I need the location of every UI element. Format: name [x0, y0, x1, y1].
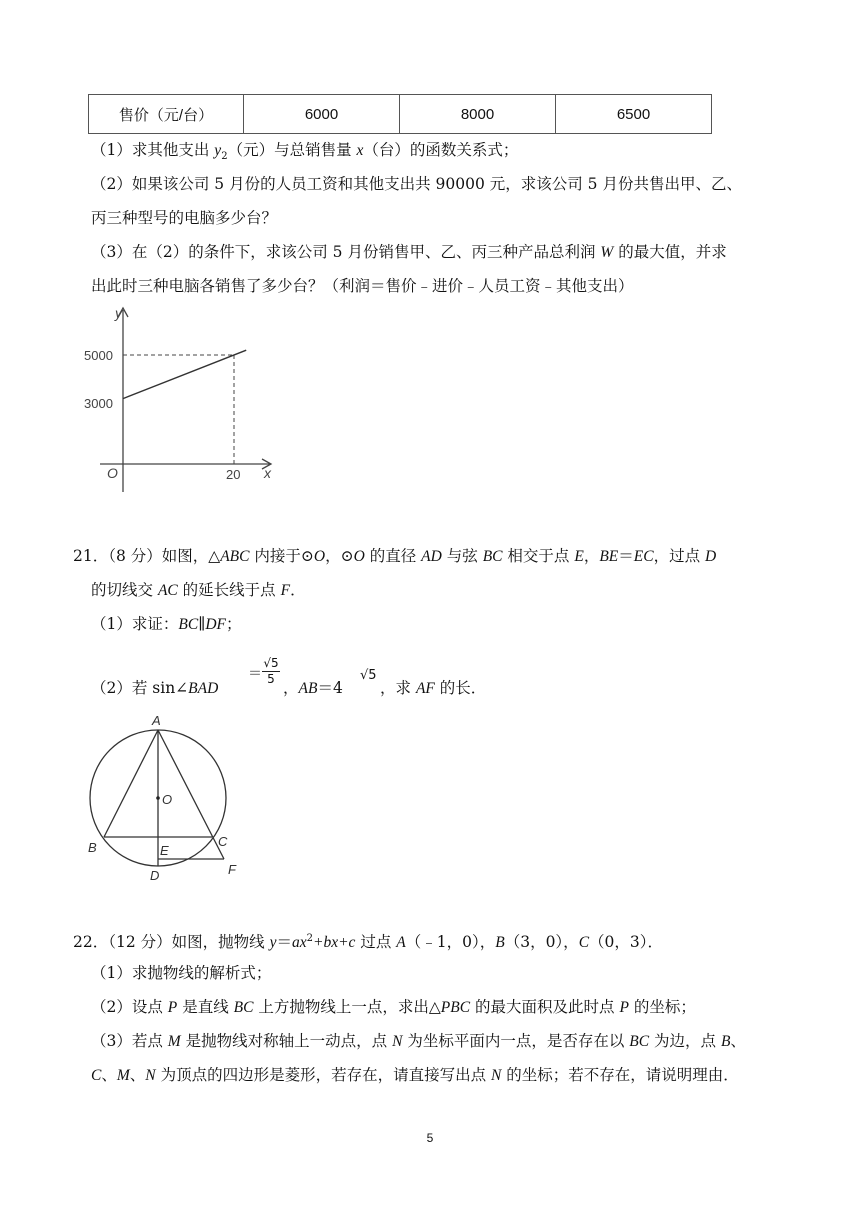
math-var: D: [705, 548, 717, 565]
text: （1）求证：: [91, 615, 179, 633]
segment-ab: [104, 730, 158, 837]
fraction-sqrt5-over-5: [260, 656, 282, 686]
subscript: 2: [221, 151, 228, 163]
math-var: BAD: [188, 680, 219, 697]
text: 的最大值，并求: [613, 243, 727, 261]
math-var: ABC: [220, 548, 250, 565]
q20-part2-line1: （2）如果该公司 5 月份的人员工资和其他支出共 90000 元，求该公司 5 月份共售出甲、乙、: [91, 175, 742, 193]
text: 的坐标；若不存在，请说明理由．: [501, 1066, 739, 1084]
q22-part1: （1）求抛物线的解析式；: [91, 964, 272, 982]
q20-part2-line2: 丙三种型号的电脑多少台？: [91, 209, 278, 227]
math-var: ax: [291, 934, 307, 952]
text: （1）求其他支出: [91, 141, 215, 159]
text: （2）若 sin∠: [91, 679, 189, 697]
price-table: [88, 94, 712, 134]
sqrt5: √5: [360, 668, 377, 683]
text: ，过点: [653, 547, 706, 565]
q21-line2: [91, 580, 306, 601]
text: 的长．: [434, 679, 487, 697]
math-var: y: [214, 142, 222, 159]
math-var: B: [495, 934, 505, 952]
x-axis-label: x: [264, 465, 271, 481]
q22-line1: [73, 929, 663, 953]
fraction-numerator: √5: [263, 656, 279, 670]
fraction-denominator: 5: [267, 672, 275, 686]
text: 是直线: [177, 998, 234, 1016]
math-var: BC: [482, 548, 503, 565]
table-cell: 6000: [244, 95, 400, 134]
text: ＝: [248, 666, 262, 682]
center-point: [156, 796, 160, 800]
math-var: BC: [233, 999, 254, 1016]
table-cell: 8000: [400, 95, 556, 134]
math-var: N: [392, 1033, 403, 1050]
math-var: x: [356, 142, 364, 159]
q22-part3-line2: [91, 1065, 739, 1086]
page-number: 5: [426, 1131, 434, 1145]
text: 、: [730, 1032, 746, 1050]
text: 过点: [355, 933, 397, 952]
math-var: BE: [599, 548, 619, 565]
text: ＝: [276, 933, 292, 952]
text: （3）在（2）的条件下，求该公司 5 月份销售甲、乙、丙三种产品总利润: [91, 243, 601, 261]
label-e: E: [160, 843, 169, 858]
text: 上方抛物线上一点，求出△: [253, 998, 441, 1016]
label-b: B: [88, 840, 97, 855]
math-var: C: [91, 1067, 102, 1084]
text: （3）若点: [91, 1032, 168, 1050]
circle-triangle-figure: [80, 710, 250, 885]
math-var: B: [720, 1033, 731, 1050]
math-var: EC: [633, 548, 654, 565]
math-var: AC: [157, 582, 178, 599]
q21-part1: [91, 614, 242, 635]
math-var: P: [619, 999, 629, 1016]
q22-part3-line1: [91, 1031, 746, 1052]
text: 的延长线于点: [177, 581, 281, 599]
text: 相交于点: [502, 547, 575, 565]
text: 为顶点的四边形是菱形，若存在，请直接写出点: [155, 1066, 491, 1084]
text: ，: [283, 679, 299, 697]
table-cell: 6500: [556, 95, 712, 134]
text: （元）与总销售量: [227, 141, 357, 159]
q21-part2: [91, 678, 218, 699]
text: 的坐标；: [628, 998, 696, 1016]
math-var: F: [280, 582, 291, 599]
math-var: A: [396, 934, 406, 952]
text: 的直径: [364, 547, 422, 565]
math-var: +bx+c: [312, 934, 356, 952]
math-expr: BC∥DF: [178, 616, 227, 633]
math-var: AF: [415, 680, 435, 697]
text: ＝: [618, 547, 634, 565]
text: 22．（12 分）如图，抛物线: [73, 933, 270, 952]
q22-part2: [91, 997, 696, 1018]
label-o: O: [162, 792, 173, 807]
text: ＝4: [317, 679, 343, 697]
text: （台）的函数关系式；: [363, 141, 519, 159]
math-var: O: [313, 548, 326, 565]
label-c: C: [218, 834, 228, 849]
q20-part3-line2: 出此时三种电脑各销售了多少台？（利润＝售价﹣进价﹣人员工资﹣其他支出）: [91, 277, 634, 295]
table-label-cell: 售价（元/台）: [89, 95, 244, 134]
text: （3，0），: [504, 933, 579, 952]
math-var: AB: [298, 680, 318, 697]
text: ；: [226, 615, 242, 633]
text: 为坐标平面内一点，是否存在以: [402, 1032, 630, 1050]
superscript: 2: [306, 933, 313, 944]
label-a: A: [152, 713, 161, 728]
math-var: PBC: [440, 999, 471, 1016]
cost-line-graph: [80, 302, 280, 500]
math-var: BC: [629, 1033, 650, 1050]
text: 内接于⊙: [249, 547, 314, 565]
text: （﹣1，0），: [405, 933, 496, 952]
text: （0，3）．: [589, 933, 664, 952]
y-tick-label: 5000: [84, 348, 113, 363]
q20-part1: [91, 140, 518, 167]
label-d: D: [150, 868, 160, 883]
series-line: [123, 350, 246, 398]
y-tick-label: 3000: [84, 396, 113, 411]
text: 是抛物线对称轴上一动点，点: [180, 1032, 393, 1050]
math-var: M: [167, 1033, 181, 1050]
x-tick-label: 20: [226, 467, 241, 482]
text: 的最大面积及此时点: [470, 998, 620, 1016]
q21-part2-end: [380, 678, 486, 699]
label-f: F: [228, 862, 236, 877]
text: ．: [290, 581, 306, 599]
text: ，求: [380, 679, 416, 697]
q21-part2-cont: [283, 678, 343, 699]
math-var: AD: [421, 548, 442, 565]
math-var: E: [574, 548, 584, 565]
text: 、: [101, 1066, 117, 1084]
text: 、: [129, 1066, 146, 1084]
origin-label: O: [107, 465, 118, 481]
q21-line1: [73, 546, 716, 567]
math-var: P: [167, 999, 178, 1016]
q20-part3-line1: [91, 242, 727, 263]
text: 的切线交: [91, 581, 158, 599]
text: 为边，点: [649, 1032, 721, 1050]
text: 21．（8 分）如图，△: [73, 547, 221, 565]
text: （2）设点: [91, 998, 168, 1016]
table-row: [89, 95, 712, 134]
text: ，⊙: [325, 547, 354, 565]
math-var: O: [353, 548, 365, 565]
math-var: C: [578, 934, 590, 952]
math-var: M: [116, 1067, 130, 1084]
math-var: N: [491, 1067, 502, 1084]
text: ，: [583, 547, 600, 565]
math-var: N: [145, 1067, 156, 1084]
y-axis-label: y: [115, 305, 122, 321]
math-var: y: [269, 934, 277, 952]
text: 与弦: [441, 547, 483, 565]
math-var: W: [600, 244, 614, 261]
